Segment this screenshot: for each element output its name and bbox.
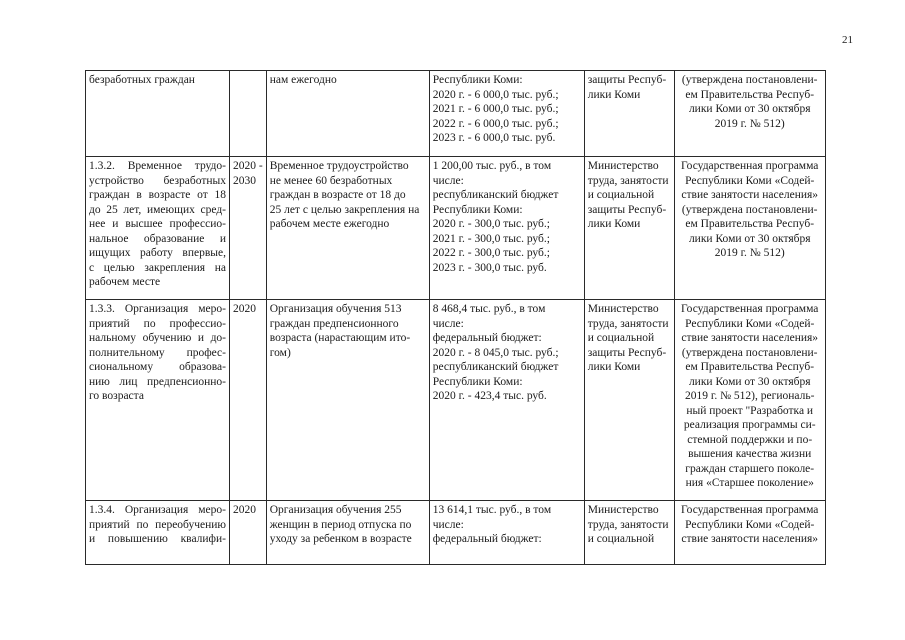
- program-line: вышения качества жизни: [688, 448, 812, 460]
- program-line: ем Правительства Респуб-: [685, 88, 815, 101]
- funding-line: числе:: [432, 518, 464, 531]
- period-line: 2020: [233, 504, 256, 516]
- measure-name-line: 1.3.4. Организация меро-: [89, 504, 226, 516]
- funding-line: федеральный бюджет:: [432, 533, 542, 545]
- funding-line: числе:: [432, 174, 464, 187]
- measure-name-line: до 25 лет, имеющих сред-: [89, 203, 226, 216]
- executor-line: и социальной: [587, 189, 655, 201]
- table-row: [86, 300, 826, 501]
- period-cell: [230, 71, 267, 157]
- period-cell: [230, 157, 267, 300]
- program-line: лики Коми от 30 октября: [688, 375, 811, 388]
- indicator-cell: [266, 157, 429, 300]
- program-cell: [674, 71, 825, 157]
- program-cell: [674, 157, 825, 300]
- program-line: Республики Коми «Содей-: [685, 317, 815, 330]
- measure-name-cell: [86, 157, 230, 300]
- executor-cell: [584, 300, 674, 501]
- indicator-line: нам ежегодно: [269, 74, 337, 86]
- program-line: ствие занятости населения»: [681, 189, 819, 201]
- measure-name-line: ищущих работу впервые,: [89, 247, 226, 259]
- program-line: лики Коми от 30 октября: [688, 103, 811, 115]
- executor-line: Министерство: [587, 160, 659, 172]
- page-number: 21: [842, 34, 853, 46]
- measure-name-cell: [86, 300, 230, 501]
- executor-cell: [584, 71, 674, 157]
- measure-name-line: 1.3.2. Временное трудо-: [89, 160, 226, 172]
- funding-line: 2020 г. - 423,4 тыс. руб.: [432, 390, 547, 402]
- measure-name-line: и повышению квалифи-: [89, 533, 226, 545]
- program-line: ный проект "Разработка и: [686, 404, 814, 417]
- measures-table: [85, 70, 826, 565]
- executor-cell: [584, 157, 674, 300]
- funding-line: Республики Коми:: [432, 74, 523, 86]
- program-line: 2019 г. № 512): [714, 247, 785, 259]
- period-cell: [230, 501, 267, 565]
- program-line: ствие занятости населения»: [681, 533, 819, 545]
- executor-line: труда, занятости: [587, 518, 669, 531]
- indicator-line: граждан предпенсионного: [269, 317, 399, 330]
- indicator-line: не менее 60 безработных: [269, 174, 393, 187]
- funding-line: 2023 г. - 6 000,0 тыс. руб.: [432, 132, 556, 144]
- program-line: Государственная программа: [681, 160, 819, 172]
- indicator-line: женщин в период отпуска по: [269, 518, 412, 531]
- funding-line: 2022 г. - 300,0 тыс. руб.;: [432, 247, 550, 259]
- executor-line: Министерство: [587, 303, 659, 315]
- indicator-line: граждан в возрасте от 18 до: [269, 189, 406, 201]
- indicator-line: 25 лет с целью закрепления на: [269, 203, 420, 216]
- measure-name-line: с целью закрепления на: [89, 261, 226, 274]
- program-line: (утверждена постановлени-: [681, 203, 818, 216]
- executor-line: лики Коми: [587, 361, 641, 373]
- indicator-line: гом): [269, 346, 291, 359]
- funding-line: 2022 г. - 6 000,0 тыс. руб.;: [432, 117, 559, 130]
- program-line: реализация программы си-: [683, 419, 816, 431]
- indicator-line: возраста (нарастающим ито-: [269, 332, 411, 344]
- program-line: Государственная программа: [681, 504, 819, 516]
- measure-name-cell: [86, 501, 230, 565]
- executor-line: защиты Респуб-: [587, 346, 667, 359]
- measure-name-line: граждан в возрасте от 18: [89, 189, 226, 201]
- period-line: 2020 -: [233, 160, 263, 172]
- program-line: Республики Коми «Содей-: [685, 174, 815, 187]
- funding-cell: [429, 157, 584, 300]
- program-line: (утверждена постановлени-: [681, 74, 818, 86]
- executor-line: труда, занятости: [587, 174, 669, 187]
- program-line: (утверждена постановлени-: [681, 346, 818, 359]
- funding-cell: [429, 71, 584, 157]
- table-row: [86, 71, 826, 157]
- funding-line: 2020 г. - 6 000,0 тыс. руб.;: [432, 88, 559, 101]
- period-cell: [230, 300, 267, 501]
- indicator-line: уходу за ребенком в возрасте: [269, 533, 412, 545]
- funding-line: 1 200,00 тыс. руб., в том: [432, 160, 552, 172]
- executor-line: труда, занятости: [587, 317, 669, 330]
- period-line: 2020: [233, 303, 256, 315]
- executor-line: защиты Респуб-: [587, 74, 667, 86]
- program-line: Государственная программа: [681, 303, 819, 315]
- measure-name-line: сиональному образова-: [89, 361, 226, 373]
- measure-name-line: го возраста: [89, 390, 144, 402]
- measure-name-line: устройство безработных: [89, 174, 226, 187]
- executor-line: лики Коми: [587, 218, 641, 230]
- funding-line: Республики Коми:: [432, 375, 523, 388]
- program-line: 2019 г. № 512): [714, 117, 785, 130]
- measure-name-line: приятий по переобучению: [89, 518, 226, 531]
- program-line: ем Правительства Респуб-: [685, 361, 815, 373]
- measure-name-cell: [86, 71, 230, 157]
- program-line: Республики Коми «Содей-: [685, 518, 815, 531]
- indicator-line: Временное трудоустройство: [269, 160, 409, 172]
- executor-line: защиты Респуб-: [587, 203, 667, 216]
- funding-line: 2020 г. - 8 045,0 тыс. руб.;: [432, 346, 559, 359]
- indicator-cell: [266, 501, 429, 565]
- program-line: ствие занятости населения»: [681, 332, 819, 344]
- program-line: 2019 г. № 512), региональ-: [685, 390, 815, 402]
- indicator-line: Организация обучения 513: [269, 303, 402, 315]
- program-cell: [674, 501, 825, 565]
- measure-name-line: приятий по профессио-: [89, 317, 226, 330]
- funding-line: республиканский бюджет: [432, 189, 559, 201]
- executor-cell: [584, 501, 674, 565]
- program-cell: [674, 300, 825, 501]
- measure-name-line: 1.3.3. Организация меро-: [89, 303, 226, 315]
- funding-line: 2021 г. - 6 000,0 тыс. руб.;: [432, 103, 559, 115]
- funding-line: республиканский бюджет: [432, 361, 559, 373]
- program-line: ем Правительства Респуб-: [685, 218, 815, 230]
- executor-line: и социальной: [587, 332, 655, 344]
- program-line: лики Коми от 30 октября: [688, 232, 811, 245]
- funding-cell: [429, 300, 584, 501]
- table-row: [86, 501, 826, 565]
- measure-name-line: нию лиц предпенсионно-: [89, 375, 226, 388]
- indicator-line: рабочем месте ежегодно: [269, 218, 390, 230]
- executor-line: лики Коми: [587, 88, 641, 101]
- measure-name-line: полнительному профес-: [89, 346, 226, 359]
- executor-line: и социальной: [587, 533, 655, 545]
- funding-line: 2023 г. - 300,0 тыс. руб.: [432, 261, 547, 274]
- indicator-line: Организация обучения 255: [269, 504, 402, 516]
- measure-name-line: нальному обучению и до-: [89, 332, 226, 344]
- indicator-cell: [266, 300, 429, 501]
- funding-line: 2020 г. - 300,0 тыс. руб.;: [432, 218, 550, 230]
- funding-line: 13 614,1 тыс. руб., в том: [432, 504, 552, 516]
- indicator-cell: [266, 71, 429, 157]
- funding-line: федеральный бюджет:: [432, 332, 542, 344]
- funding-line: 2021 г. - 300,0 тыс. руб.;: [432, 232, 550, 245]
- program-line: ния «Старшее поколение»: [685, 477, 814, 489]
- measure-name-line: рабочем месте: [89, 276, 161, 288]
- funding-line: Республики Коми:: [432, 203, 523, 216]
- table-row: [86, 157, 826, 300]
- program-line: стемной поддержки и по-: [687, 433, 813, 446]
- funding-line: 8 468,4 тыс. руб., в том: [432, 303, 546, 315]
- program-line: граждан старшего поколе-: [685, 462, 815, 475]
- measure-name-line: нальное образование и: [89, 232, 226, 245]
- executor-line: Министерство: [587, 504, 659, 516]
- funding-cell: [429, 501, 584, 565]
- measure-name-line: нее и высшее профессио-: [89, 218, 226, 230]
- funding-line: числе:: [432, 317, 464, 330]
- period-line: 2030: [233, 174, 256, 187]
- measure-name-line: безработных граждан: [89, 74, 195, 86]
